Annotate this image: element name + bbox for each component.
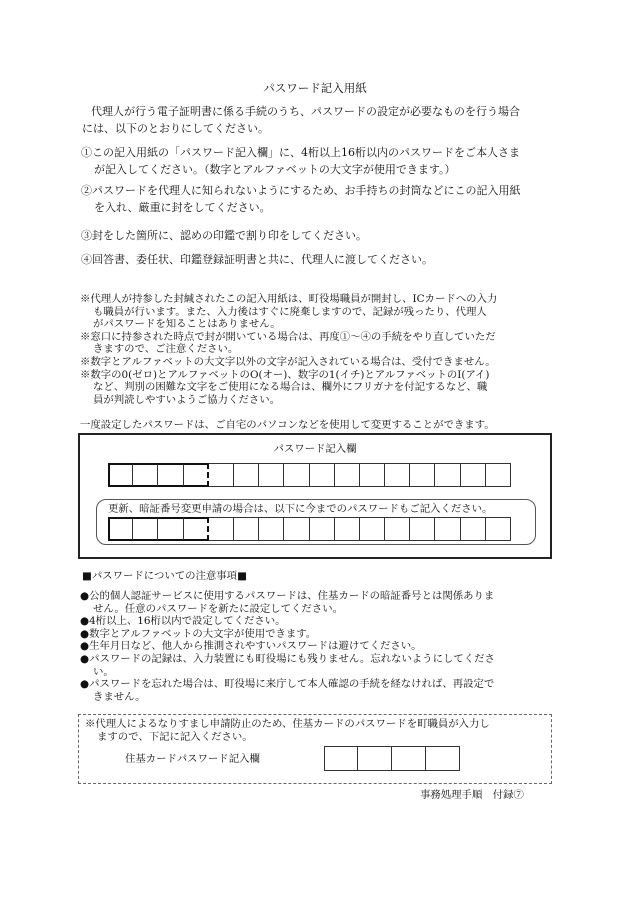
caution-list	[80, 590, 550, 703]
juki-note	[85, 718, 549, 743]
note-line: ※窓口に持参された時点で封が開いている場合は、再度①～④の手続をやり直していただ	[80, 330, 496, 343]
caution-item	[80, 678, 550, 703]
note-4	[80, 369, 550, 407]
old-password-cell[interactable]	[234, 517, 259, 541]
password-grid	[108, 463, 511, 487]
juki-password-cell[interactable]	[358, 746, 392, 771]
caution-line: ●4桁以上、16桁以内で設定してください。	[80, 615, 286, 628]
caution-line: い。	[93, 665, 114, 678]
old-password-cell[interactable]	[158, 517, 183, 541]
note-3	[80, 356, 550, 369]
juki-note-line: ますので、下記に記入ください。	[97, 730, 253, 743]
caution-line: せん。任意のパスワードを新たに設定してください。	[93, 602, 343, 615]
step-line: ③封をした箇所に、認めの印鑑で割り印をしてください。	[81, 229, 367, 242]
step-line: ②パスワードを代理人に知られないようにするため、お手持ちの封筒などにこの記入用紙	[81, 184, 521, 197]
caution-line: ●パスワードを忘れた場合は、町役場に来庁して本人確認の手続を経なければ、再設定で	[80, 678, 495, 691]
note-line: 員が判読しやすいようご協力ください。	[93, 393, 281, 406]
steps-list	[81, 144, 581, 268]
note-line: ※代理人が持参した封緘されたこの記入用紙は、町役場職員が開封し、ICカードへの入力	[80, 293, 498, 305]
caution-item	[80, 653, 550, 678]
old-password-cell[interactable]	[259, 517, 284, 541]
note-2	[80, 331, 550, 356]
intro-line: 代理人が行う電子証明書に係る手続のうち、パスワードの設定が必要なものを行う場合	[91, 105, 520, 118]
password-cell[interactable]	[184, 463, 209, 487]
password-cell[interactable]	[133, 463, 158, 487]
old-password-grid	[108, 517, 511, 541]
notes-list	[80, 293, 550, 406]
old-password-cell[interactable]	[435, 517, 460, 541]
juki-password-grid	[324, 746, 460, 771]
old-password-cell[interactable]	[385, 517, 410, 541]
password-cell[interactable]	[410, 463, 435, 487]
old-password-cell[interactable]	[108, 517, 133, 541]
change-note: 一度設定したパスワードは、ご自宅のパソコンなどを使用して変更することができます。	[80, 419, 495, 431]
footer-label: 事務処理手順 付録⑦	[420, 789, 524, 801]
caution-line: ●パスワードの記録は、入力装置にも町役場にも残りません。忘れないようにしてくださ	[80, 652, 495, 665]
juki-label: 住基カードパスワード記入欄	[125, 753, 260, 765]
password-entry-label: パスワード記入欄	[273, 443, 357, 455]
caution-line: ●公的個人認証サービスに使用するパスワードは、住基カードの暗証番号とは関係ありま	[80, 590, 495, 602]
caution-item	[80, 590, 550, 615]
intro-line: には、以下のとおりにしてください。	[82, 122, 269, 135]
old-password-cell[interactable]	[209, 517, 234, 541]
password-cell[interactable]	[435, 463, 460, 487]
password-cell[interactable]	[360, 463, 385, 487]
old-password-cell[interactable]	[284, 517, 309, 541]
password-cell[interactable]	[461, 463, 486, 487]
note-line: ※数字とアルファベットの大文字以外の文字が記入されている場合は、受付できません。	[80, 355, 496, 368]
password-cell[interactable]	[486, 463, 511, 487]
step-1	[81, 144, 581, 182]
step-4	[81, 251, 581, 268]
caution-item	[80, 615, 550, 628]
caution-line: ●数字とアルファベットの大文字が使用できます。	[80, 627, 317, 640]
step-line: ①この記入用紙の「パスワード記入欄」に、4桁以上16桁以内のパスワードをご本人さま	[81, 146, 520, 159]
old-password-cell[interactable]	[461, 517, 486, 541]
renewal-label: 更新、暗証番号変更申請の場合は、以下に今までのパスワードもご記入ください。	[108, 503, 493, 515]
password-cell[interactable]	[284, 463, 309, 487]
step-line: を入れ、厳重に封をしてください。	[94, 201, 271, 214]
old-password-cell[interactable]	[310, 517, 335, 541]
password-cell[interactable]	[259, 463, 284, 487]
caution-line: ●生年月日など、他人から推測されやすいパスワードは避けてください。	[80, 640, 422, 653]
note-line: など、判別の困難な文字をご使用になる場合は、欄外にフリガナを付記するなど、職	[93, 381, 488, 394]
page-title: パスワード記入用紙	[263, 81, 367, 95]
step-3	[81, 227, 581, 251]
note-line: も職員が行います。また、入力後はすぐに廃棄しますので、記録が残ったり、代理人	[93, 305, 487, 318]
caution-line: きません。	[93, 690, 146, 703]
password-entry-box	[78, 433, 552, 559]
step-line: が記入してください。（数字とアルファベットの大文字が使用できます。）	[94, 163, 456, 176]
note-1	[80, 293, 550, 331]
old-password-cell[interactable]	[133, 517, 158, 541]
password-cell[interactable]	[310, 463, 335, 487]
note-line: がパスワードを知ることはありません。	[93, 318, 281, 331]
old-password-cell[interactable]	[410, 517, 435, 541]
old-password-cell[interactable]	[360, 517, 385, 541]
password-cell[interactable]	[108, 463, 133, 487]
note-line: きますので、ご注意ください。	[93, 343, 239, 356]
juki-password-cell[interactable]	[324, 746, 358, 771]
step-line: ④回答書、委任状、印鑑登録証明書と共に、代理人に渡してください。	[81, 253, 433, 266]
old-password-cell[interactable]	[486, 517, 511, 541]
caution-item	[80, 640, 550, 653]
juki-password-cell[interactable]	[392, 746, 426, 771]
juki-card-box	[78, 714, 552, 784]
password-cell[interactable]	[335, 463, 360, 487]
intro	[82, 103, 582, 137]
old-password-cell[interactable]	[335, 517, 360, 541]
note-line: ※数字の0(ゼロ)とアルファベットのO(オー)、数字の1(イチ)とアルファベットのI(アイ)	[80, 368, 490, 381]
password-cell[interactable]	[209, 463, 234, 487]
caution-item	[80, 628, 550, 641]
step-2	[81, 182, 581, 227]
juki-password-cell[interactable]	[426, 746, 460, 771]
old-password-cell[interactable]	[184, 517, 209, 541]
caution-heading: ■パスワードについての注意事項■	[82, 570, 247, 582]
password-cell[interactable]	[385, 463, 410, 487]
password-cell[interactable]	[234, 463, 259, 487]
password-cell[interactable]	[158, 463, 183, 487]
juki-note-line: ※代理人によるなりすまし申請防止のため、住基カードのパスワードを町職員が入力し	[85, 718, 490, 730]
